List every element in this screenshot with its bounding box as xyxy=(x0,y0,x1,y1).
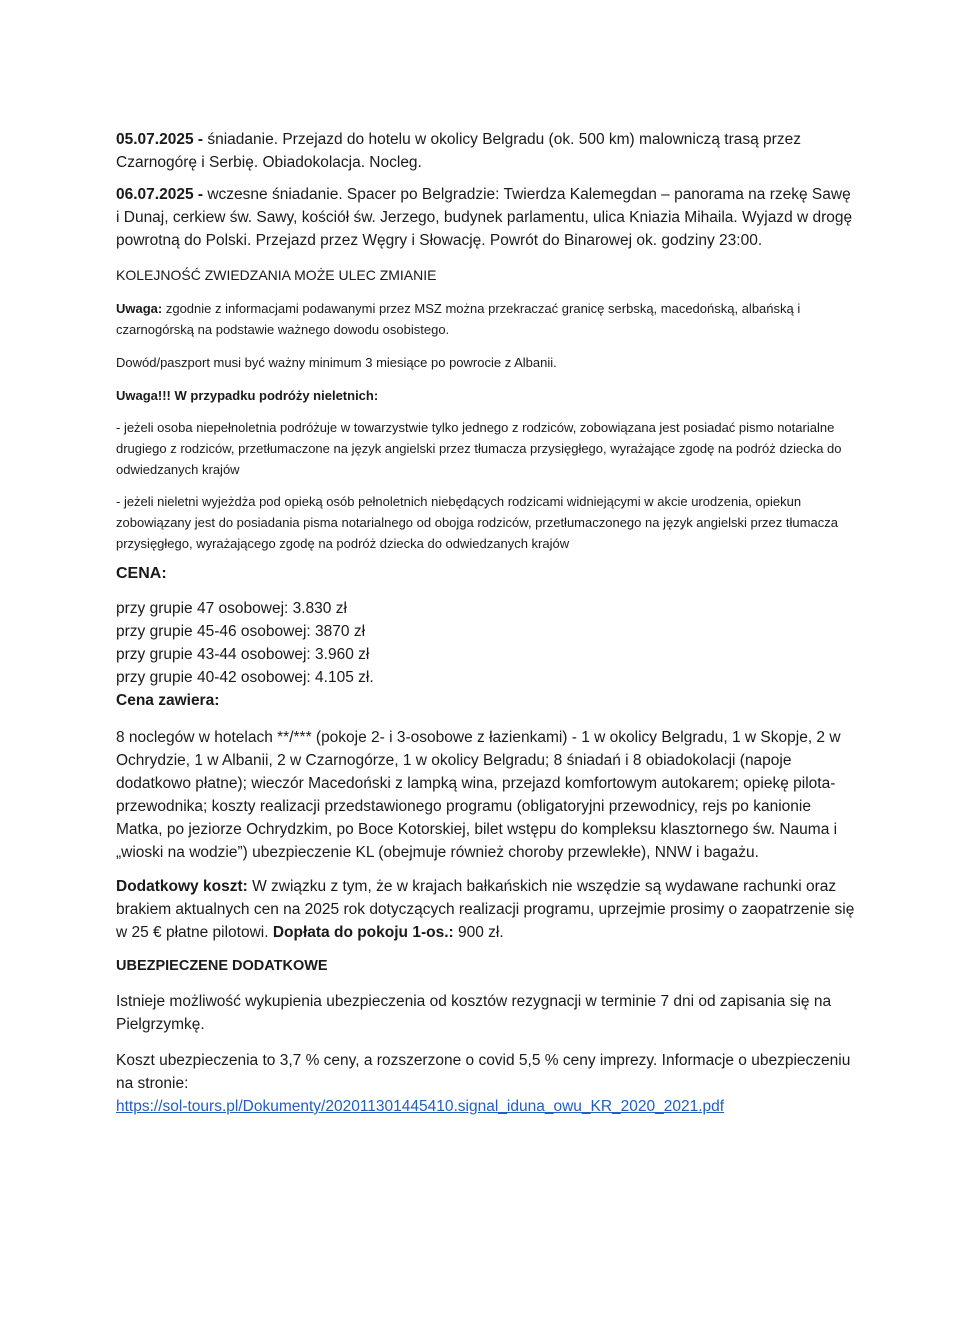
insurance-cost xyxy=(116,1049,856,1118)
warning-label: Uwaga: xyxy=(116,301,163,316)
minors-rule: - jeżeli osoba niepełnoletnia podróżuje w towarzystwie tylko jednego z rodziców, zobowiązana jest posiadać pismo notarialne drugiego z rodziców, przetłumaczone na język angielski przez tłumacza przysięgłego, wyrażające zgodę na podróż dziecka do odwiedzanych krajów xyxy=(116,420,842,477)
price-includes-heading: Cena zawiera: xyxy=(116,692,220,709)
price-line: przy grupie 45-46 osobowej: 3870 zł xyxy=(116,623,366,640)
border-warning xyxy=(116,298,856,340)
day-entry xyxy=(116,128,856,174)
insurance-heading: UBEZPIECZENE DODATKOWE xyxy=(116,958,328,974)
passport-validity: Dowód/paszport musi być ważny minimum 3 miesiące po powrocie z Albanii. xyxy=(116,355,557,370)
price-line: przy grupie 47 osobowej: 3.830 zł xyxy=(116,600,347,617)
minors-rule: - jeżeli nieletni wyjeżdża pod opieką osób pełnoletnich niebędących rodzicami widniejącymi w akcie urodzenia, opiekun zobowiązany jest do posiadania pisma notarialnego od obojga rodziców, przetłumaczonego na język angielski przez tłumacza przysięgłego, wyrażającego zgodę na podróż dziecka do odwiedzanych krajów xyxy=(116,494,838,551)
day-text: śniadanie. Przejazd do hotelu w okolicy Belgradu (ok. 500 km) malowniczą trasą przez Czarnogórę i Serbię. Obiadokolacja. Nocleg. xyxy=(116,131,801,171)
single-room-label: Dopłata do pokoju 1-os.: xyxy=(272,924,454,941)
sightseeing-order-notice: KOLEJNOŚĆ ZWIEDZANIA MOŻE ULEC ZMIANIE xyxy=(116,267,437,283)
insurance-cost-text: Koszt ubezpieczenia to 3,7 % ceny, a rozszerzone o covid 5,5 % ceny imprezy. Informacje o ubezpieczeniu na stronie: xyxy=(116,1052,851,1092)
document-page xyxy=(116,128,856,1118)
day-date: 05.07.2025 - xyxy=(116,131,204,148)
price-line: przy grupie 40-42 osobowej: 4.105 zł. xyxy=(116,669,374,686)
day-entry xyxy=(116,183,856,252)
insurance-document-link[interactable]: https://sol-tours.pl/Dokumenty/202011301445410.signal_iduna_owu_KR_2020_2021.pdf xyxy=(116,1098,725,1115)
day-date: 06.07.2025 - xyxy=(116,186,204,203)
extra-cost xyxy=(116,875,856,944)
insurance-info: Istnieje możliwość wykupienia ubezpieczenia od kosztów rezygnacji w terminie 7 dni od zapisania się na Pielgrzymkę. xyxy=(116,993,832,1033)
extra-cost-label: Dodatkowy koszt: xyxy=(116,878,248,895)
warning-text: zgodnie z informacjami podawanymi przez MSZ można przekraczać granicę serbską, macedońską, albańską i czarnogórską na podstawie ważnego dowodu osobistego. xyxy=(116,301,801,337)
single-room-value: 900 zł. xyxy=(453,924,504,941)
price-includes-text: 8 noclegów w hotelach **/*** (pokoje 2- i 3-osobowe z łazienkami) - 1 w okolicy Belgradu, 1 w Skopje, 2 w Ochrydzie, 1 w Albanii, 2 w Czarnogórze, 1 w okolicy Belgradu; 8 śniadań i 8 obiadokolacji (napoje dodatkowo płatne); wieczór Macedoński z lampką wina, przejazd komfortowym autokarem; opiekę pilota-przewodnika; koszty realizacji przedstawionego programu (obligatoryjni przewodnicy, rejs po kanionie Matka, po jeziorze Ochrydzkim, po Boce Kotorskiej, bilet wstępu do kompleksu klasztornego św. Nauma i „wioski na wodzie”) ubezpieczenie KL (obejmuje również choroby przewlekłe), NNW i bagażu. xyxy=(116,729,841,861)
price-line: przy grupie 43-44 osobowej: 3.960 zł xyxy=(116,646,370,663)
day-text: wczesne śniadanie. Spacer po Belgradzie: Twierdza Kalemegdan – panorama na rzekę Sawę i Dunaj, cerkiew św. Sawy, kościół św. Jerzego, budynek parlamentu, ulica Kniazia Mihaila. Wyjazd w drogę powrotną do Polski. Przejazd przez Węgry i Słowację. Powrót do Binarowej ok. godziny 23:00. xyxy=(116,186,853,249)
price-heading: CENA: xyxy=(116,565,167,582)
minors-warning-heading: Uwaga!!! W przypadku podróży nieletnich: xyxy=(116,388,379,403)
extra-cost-text: W związku z tym, że w krajach bałkańskich nie wszędzie są wydawane rachunki oraz brakiem aktualnych cen na 2025 rok dotyczących realizacji programu, uprzejmie prosimy o zaopatrzenie się w 25 € płatne pilotowi. xyxy=(116,878,855,941)
